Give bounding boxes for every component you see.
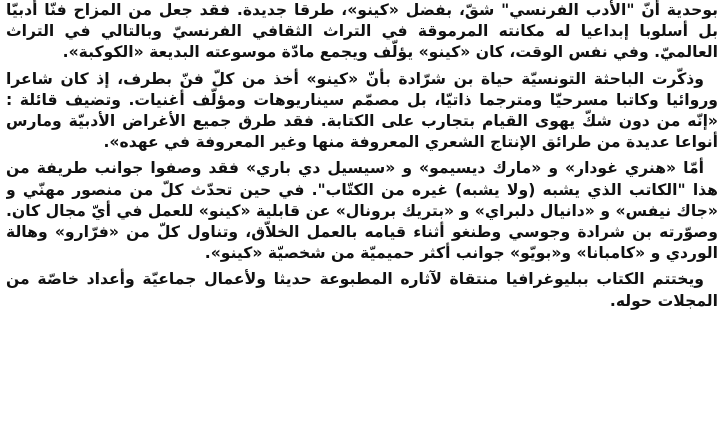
paragraph-3: أمّا «هنري غودار» و «مارك ديسيمو» و «سيسيل دي باري» فقد وصفوا جوانب طريفة من هذا "الكاتب الذي يشبه (ولا يشبه) غيره من الكتّاب". في حين تحدّث كلّ من منصور مهنّي و «جاك نيفس» و «دانيال دلبراي» و «بتريك برونال» عن قابلية «كينو» للعمل في أيّ مجال كان. وصوّرته بن شرادة وجوسي وطنغو أثناء قيامه بالعمل الخلاّق، وتناول كلّ من «فرّارو» وهالة الوردي و «كامبانا» و«بويّو» جوانب أكثر حميميّة من شخصيّة «كينو». xyxy=(6,159,718,263)
paragraph-4: ويختتم الكتاب ببليوغرافيا منتقاة لآثاره المطبوعة حديثا ولأعمال جماعيّة وأعداد خاصّة من المجلات حوله. xyxy=(6,270,718,310)
article-body xyxy=(6,0,718,312)
paragraph-2: وذكّرت الباحثة التونسيّة حياة بن شرّادة بأنّ «كينو» أخذ من كلّ فنّ بطرف، إذ كان شاعرا وروائيا وكاتبا مسرحيّا ومترجما ذاتيّا، بل مصمّم سيناريوهات ومؤلّف أغنيات. وتضيف قائلة : «إنّه من دون شكّ يهوى القيام بتجارب على الكتابة. فقد طرق جميع الأغراض الأدبيّة ومارس أنواعا عديدة من طرائق الإنتاج الشعري المعروفة منها وغير المعروفة في عهده». xyxy=(6,69,718,152)
paragraph-1: بوحدية أنّ "الأدب الفرنسي" شقّ، بفضل «كينو»، طرقا جديدة. فقد جعل من المزاح فنّا أدبيّا بل أسلوبا إبداعيا له مكانته المرموقة في التراث الثقافي الفرنسيّ وبالتالي في التراث العالميّ. وفي نفس الوقت، كان «كينو» يؤلّف ويجمع مادّة موسوعته البديعة «الكوكبة». xyxy=(6,1,718,62)
document-page xyxy=(6,0,718,438)
